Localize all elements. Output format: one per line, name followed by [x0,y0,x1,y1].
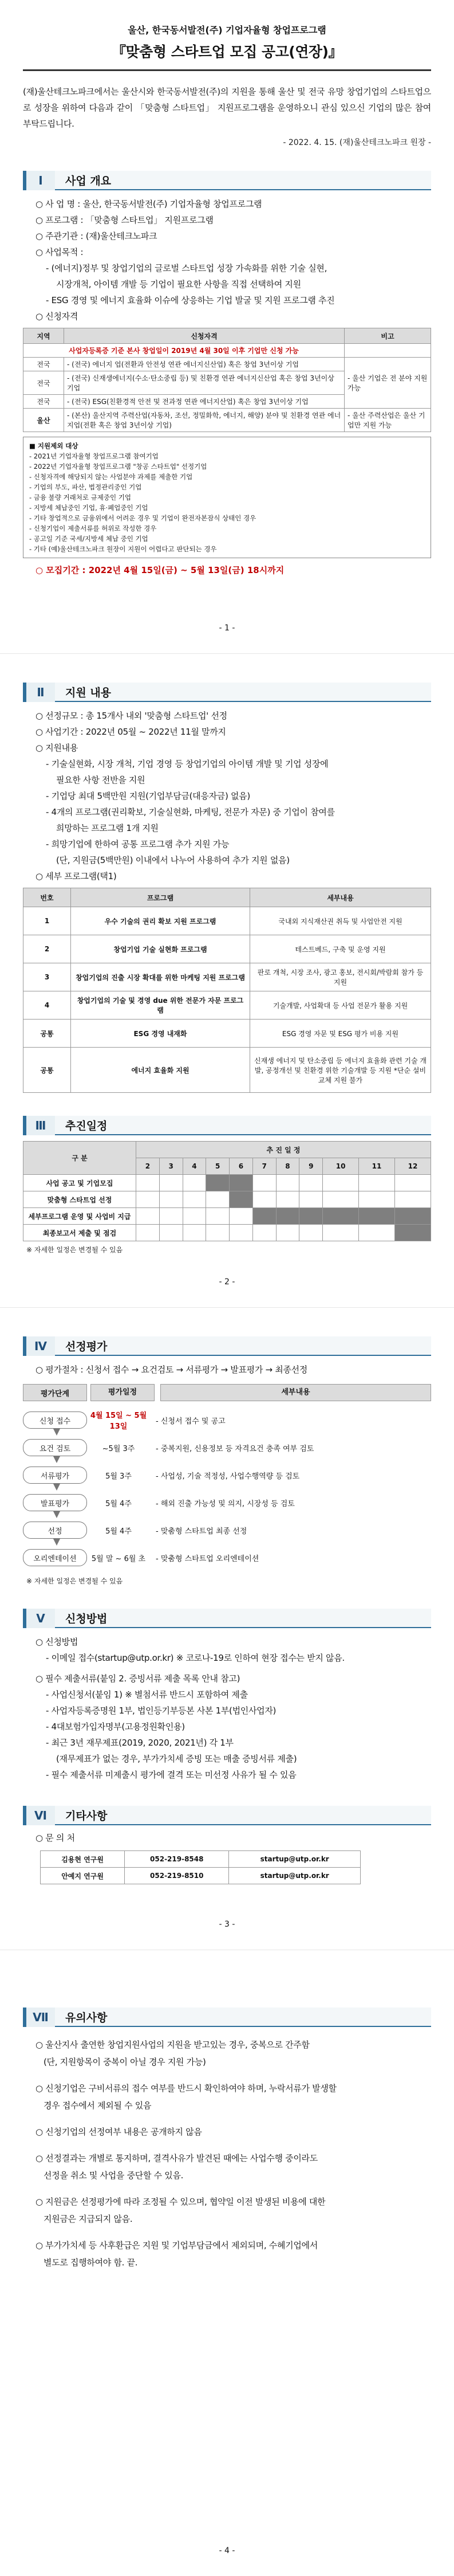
contact-tel: 052-219-8510 [125,1868,229,1884]
flow-row [23,1548,431,1567]
schedule-row [23,1225,431,1241]
contact-mail[interactable]: startup@utp.or.kr [229,1851,361,1868]
flow-date: 5월 4주 [105,1499,132,1508]
announcement-title: 『맞춤형 스타트업 모집 공고(연장)』 [112,44,342,60]
caution-line: ○ 신청기업은 구비서류의 접수 여부를 반드시 확인하여야 하며, 누락서류가 발생할 [35,2083,337,2093]
caution-line: 선정을 취소 및 사업을 중단할 수 있음. [44,2170,184,2181]
section-number: Ⅲ [23,1116,55,1135]
exclusion-item: - 기타 창업적으로 금융위에서 어려운 경우 및 기업이 완전자본잠식 상태인 경우 [29,514,256,522]
eligibility-highlight: 사업자등록증 기준 본사 창업일이 2019년 4월 30일 이후 기업만 신청 가능 [23,344,345,358]
flow-step: 요건 검토 [23,1439,87,1456]
section-evaluation-header [23,1336,431,1356]
caution-line: (단, 지원항목이 중복이 아닐 경우 지원 가능) [44,2057,206,2067]
section-support-header [23,683,431,702]
program-no: 2 [23,935,71,963]
overview-line: - (에너지)정부 및 창업기업의 글로벌 스타트업 성장 가속화를 위한 기술 실현, [46,263,327,273]
flow-date: ~5월 3주 [102,1444,135,1453]
page-2 [0,654,454,1307]
flow-desc: - 사업성, 기술 적정성, 사업수행역량 등 검토 [156,1472,300,1481]
caution-line: ○ 선정결과는 개별로 통지하며, 결격사유가 발견된 때에는 사업수행 중이라도 [35,2153,318,2163]
page-3 [0,1308,454,1950]
table-header: 지역 [23,328,64,344]
program-name: ESG 경영 내재화 [71,1020,250,1048]
page-number: - 4 - [219,2546,235,2555]
schedule-row [23,1175,431,1191]
arrow-down-icon [53,1539,60,1546]
exclusion-item: - 신청자격에 해당되지 않는 사업분야 과제를 제출한 기업 [29,473,193,481]
exclusion-item: - 2022년 기업자율형 창업프로그램 "창공 스타트업" 선정기업 [29,462,207,470]
contact-table [40,1850,361,1884]
program-no: 3 [23,963,71,991]
flow-head: 세부내용 [160,1384,431,1401]
caution-line: ○ 부가가치세 등 사후환급은 지원 및 기업부담금에서 제외되며, 수혜기업에서 [35,2240,318,2250]
schedule-row [23,1191,431,1208]
overview-line: - ESG 경영 및 에너지 효율화 이슈에 상응하는 기업 발굴 및 지원 프로그램 추진 [46,295,335,305]
apply-line: ○ 필수 제출서류(붙임 2. 증빙서류 제출 목록 안내 참고) [35,1673,240,1684]
schedule-cell [206,1225,230,1241]
caution-item [23,2237,431,2271]
support-line: 필요한 사항 전반을 지원 [56,775,145,785]
page-4 [0,1950,454,2576]
section-number: Ⅴ [23,1609,55,1628]
section-number: Ⅳ [23,1336,55,1356]
apply-line: - 최근 3년 재무제표(2019, 2020, 2021년) 각 1부 [46,1738,234,1748]
table-header: 비고 [345,328,431,344]
contact-mail[interactable]: startup@utp.or.kr [229,1868,361,1884]
support-line: (단, 지원금(5백만원) 이내에서 나누어 사용하여 추가 지원 없음) [56,855,290,865]
schedule-cell [299,1175,323,1191]
support-line: - 기업당 최대 5백만원 지원(기업부담금(대응자금) 없음) [46,791,250,801]
schedule-cell [359,1225,395,1241]
apply-line: - 이메일 접수(startup@utp.or.kr) ※ 코로나-19로 인하여 현장 접수는 받지 않음. [46,1653,345,1663]
schedule-cell [252,1175,276,1191]
program-no: 1 [23,907,71,935]
flow-desc: - 맞춤형 스타트업 최종 선정 [156,1527,247,1536]
flow-date: 5월 3주 [105,1472,132,1481]
caution-item [23,2123,431,2140]
schedule-cell [159,1175,183,1191]
exclusion-item: - 기업의 부도, 파산, 법정관리중인 기업 [29,483,142,491]
schedule-table [23,1141,431,1241]
region-cell: 전국 [23,358,64,371]
contact-heading: ○ 문 의 처 [35,1833,75,1843]
section-caution-header [23,2008,431,2027]
support-line: - 4개의 프로그램(권리확보, 기술실현화, 마케팅, 전문가 자문) 중 기업이 참여를 [46,807,335,817]
overview-line: 시장개척, 아이템 개발 등 기업이 필요한 사항을 직접 선택하여 지원 [56,279,301,289]
schedule-cell [159,1225,183,1241]
support-line: ○ 세부 프로그램(택1) [35,871,117,881]
overview-line: ○ 프로그램 : 「맞춤형 스타트업」 지원프로그램 [35,215,214,225]
program-no: 공통 [23,1020,71,1048]
exclusion-item: - 지방세 체납중인 기업, 휴·폐업중인 기업 [29,504,148,512]
support-line: ○ 사업기간 : 2022년 05월 ~ 2022년 11월 말까지 [35,727,226,737]
program-desc: 판로 개척, 시장 조사, 광고 홍보, 전시회/박람회 참가 등 지원 [250,963,431,991]
exclusion-item: - 신청기업이 제출서류를 허위로 작성한 경우 [29,524,157,532]
caution-line: ○ 울산지사 출연한 창업지원사업의 지원을 받고있는 경우, 중복으로 간주함 [35,2040,310,2050]
region-cell: 울산 [23,409,64,432]
month-header: 9 [299,1158,323,1175]
apply-line: (재무제표가 없는 경우, 부가가치세 증빙 또는 매출 증빙서류 제출) [56,1754,297,1764]
program-desc: 기술개발, 사업확대 등 사업 전문가 활용 지원 [250,991,431,1020]
schedule-row [23,1208,431,1225]
schedule-cell [183,1208,206,1225]
schedule-cell [276,1208,299,1225]
evaluation-note: ※ 자세한 일정은 변경될 수 있음 [26,1577,123,1585]
page-number: - 1 - [219,624,235,633]
exclusion-item: - 금융 불량 거래처로 규제중인 기업 [29,493,131,501]
arrow-down-icon [53,1456,60,1463]
caution-line: 지원금은 지급되지 않음. [44,2214,133,2224]
month-header: 3 [159,1158,183,1175]
section-number: Ⅱ [23,683,55,702]
schedule-cell [359,1175,395,1191]
program-name: 창업기업 기술 실현화 프로그램 [71,935,250,963]
schedule-cell [276,1175,299,1191]
apply-line: - 필수 제출서류 미제출시 평가에 결격 또는 미선정 사유가 될 수 있음 [46,1770,297,1780]
schedule-body [23,1175,431,1241]
section-overview-header [23,171,431,190]
arrow-down-icon [53,1511,60,1518]
announcement-date: - 2022. 4. 15. (재)울산테크노파크 원장 - [283,138,431,147]
eligibility-table [23,328,431,432]
flow-row [23,1438,431,1457]
section-number: Ⅵ [23,1806,55,1825]
flow-header-row [23,1383,431,1402]
intro-paragraph: (재)울산테크노파크에서는 울산시와 한국동서발전(주)의 지원을 통해 울산 및 전국 유망 창업기업의 스타트업으로 성장을 위하여 다음과 같이 「맞춤형 스타트업」 지원프로그램을 운영하오니 관심 있으신 기업의 많은 참여 부탁드립니다. [23,87,431,129]
schedule-cell [394,1175,431,1191]
month-header: 2 [136,1158,160,1175]
schedule-cell [323,1208,359,1225]
month-header: 12 [394,1158,431,1175]
section-title: 유의사항 [55,2008,431,2027]
section-title: 신청방법 [55,1609,431,1628]
schedule-cell [359,1191,395,1208]
flow-step: 서류평가 [23,1467,87,1484]
schedule-cell [136,1208,160,1225]
schedule-label: 최종보고서 제출 및 점검 [23,1225,136,1241]
schedule-cell [183,1225,206,1241]
program-desc: 신재생 에너지 및 탄소중립 등 에너지 효율화 관련 기술 개발, 공정개선 및 친환경 위한 기술개발 등 지원 *단순 설비 교체 지원 불가 [250,1048,431,1093]
schedule-cell [206,1191,230,1208]
flow-head: 평가일정 [90,1384,155,1401]
page-number: - 3 - [219,1920,235,1929]
schedule-cell [136,1175,160,1191]
table-header: 세부내용 [250,888,431,907]
section-schedule-header [23,1116,431,1135]
qualification-cell: - (전국) 에너지 업(전환과 안전성 연관 에너지신산업) 혹은 창업 3년이상 기업 [64,358,345,371]
program-desc: ESG 경영 자문 및 ESG 평가 비용 지원 [250,1020,431,1048]
flow-desc: - 신청서 접수 및 공고 [156,1417,226,1426]
schedule-cell [159,1208,183,1225]
table-header: 번호 [23,888,71,907]
month-header: 7 [252,1158,276,1175]
support-line: 희망하는 프로그램 1개 지원 [56,823,159,833]
schedule-cell [359,1208,395,1225]
schedule-cell [276,1225,299,1241]
caution-item [23,2150,431,2184]
qualification-cell: - (전국) ESG(친환경적 안전 및 전과정 연관 에너지산업) 혹은 창업 3년이상 기업 [64,395,345,409]
schedule-cell [159,1191,183,1208]
flow-date: 5월 말 ~ 6월 초 [91,1554,146,1563]
flow-row [23,1466,431,1484]
apply-line: - 4대보험가입자명부(고용정원확인용) [46,1722,185,1732]
qualification-cell: - (본산) 울산지역 주력산업(자동차, 조선, 정밀화학, 에너지, 해양) 분야 및 친환경 연관 에너지업(전환 혹은 창업 3년이상 기업) [64,409,345,432]
schedule-note: ※ 자세한 일정은 변경될 수 있음 [26,1246,123,1254]
program-table [23,888,431,1093]
schedule-cell [323,1191,359,1208]
region-cell: 전국 [23,395,64,409]
program-name: 창업기업의 진출 시장 확대를 위한 마케팅 지원 프로그램 [71,963,250,991]
schedule-cell [394,1191,431,1208]
program-name: 우수 기술의 권리 확보 지원 프로그램 [71,907,250,935]
program-subtitle: 울산, 한국동서발전(주) 기업자율형 창업프로그램 [128,25,326,36]
page-1 [0,0,454,653]
schedule-cell [136,1191,160,1208]
flow-date: 5월 4주 [105,1527,132,1536]
schedule-cell [323,1225,359,1241]
month-header: 8 [276,1158,299,1175]
schedule-month-head: 추 진 일 정 [136,1142,431,1158]
caution-item [23,2036,431,2071]
caution-item [23,2080,431,2114]
section-number: Ⅰ [23,171,55,190]
schedule-cell [299,1225,323,1241]
program-desc: 국내외 지식재산권 취득 및 사업안전 지원 [250,907,431,935]
flow-step: 선정 [23,1522,87,1539]
month-header: 5 [206,1158,230,1175]
schedule-cell [276,1191,299,1208]
overview-line: ○ 사 업 명 : 울산, 한국동서발전(주) 기업자율형 창업프로그램 [35,199,262,209]
flow-step: 발표평가 [23,1494,87,1511]
program-desc: 테스트베드, 구축 및 운영 지원 [250,935,431,963]
region-cell: 전국 [23,371,64,395]
month-header: 4 [183,1158,206,1175]
section-apply-header [23,1609,431,1628]
section-title: 사업 개요 [55,171,431,190]
schedule-cell [230,1225,253,1241]
schedule-label: 세부프로그램 운영 및 사업비 지급 [23,1208,136,1225]
note-cell: - 울산 기업은 전 분야 지원 가능 [345,358,431,409]
caution-item [23,2193,431,2228]
schedule-cell [252,1225,276,1241]
exclusion-item: - 2021년 기업자율형 창업프로그램 참여기업 [29,452,159,460]
apply-lines [23,1634,431,1783]
program-name: 창업기업의 기술 및 경영 due 위한 전문가 자문 프로그램 [71,991,250,1020]
schedule-cell [183,1191,206,1208]
support-line: - 희망기업에 한하여 공통 프로그램 추가 지원 가능 [46,839,230,849]
schedule-cell [299,1208,323,1225]
flow-desc: - 중복지원, 신용정보 등 자격요건 충족 여부 검토 [156,1444,314,1453]
table-header: 프로그램 [71,888,250,907]
support-line: ○ 지원내용 [35,743,78,753]
flow-step: 오리엔테이션 [23,1549,87,1566]
schedule-label: 사업 공고 및 기업모집 [23,1175,136,1191]
recruitment-period: ○ 모집기간 : 2022년 4월 15일(금) ~ 5월 13일(금) 18시까지 [35,565,285,575]
schedule-cell [206,1175,230,1191]
program-name: 에너지 효율화 지원 [71,1048,250,1093]
exclusion-box [23,437,431,558]
support-line: - 기술실현화, 시장 개척, 기업 경영 등 창업기업의 아이템 개발 및 기업 성장에 [46,759,329,769]
schedule-cell [394,1208,431,1225]
table-header: 신청자격 [64,328,345,344]
schedule-cell [299,1191,323,1208]
schedule-cell [394,1225,431,1241]
caution-line: ○ 지원금은 선정평가에 따라 조정될 수 있으며, 협약일 이전 발생된 비용에 대한 [35,2197,326,2207]
overview-line: ○ 신청자격 [35,311,78,321]
apply-line: - 사업신청서(붙임 1) ※ 별첨서류 반드시 포함하여 제출 [46,1689,248,1700]
contact-name: 김용현 연구원 [41,1851,125,1868]
exclusion-item: - 기타 (예)울산테크노파크 원장이 지원이 어렵다고 판단되는 경우 [29,545,217,553]
flow-head: 평가단계 [23,1384,87,1401]
flow-row [23,1411,431,1429]
apply-line: ○ 신청방법 [35,1637,78,1647]
program-no: 4 [23,991,71,1020]
caution-line: 별도로 집행하여야 함. 끝. [44,2257,138,2268]
schedule-cell [183,1175,206,1191]
flow-desc: - 맞춤형 스타트업 오리엔테이션 [156,1554,259,1563]
evaluation-procedure: ○ 평가절차 : 신청서 접수 → 요건검토 → 서류평가 → 발표평가 → 최종선정 [35,1365,307,1375]
section-number: Ⅶ [23,2008,55,2027]
schedule-cell [206,1208,230,1225]
month-header: 10 [323,1158,359,1175]
caution-line: ○ 신청기업의 선정여부 내용은 공개하지 않음 [35,2127,202,2137]
exclusion-title: ■ 지원제외 대상 [29,442,78,450]
flow-row [23,1521,431,1539]
flow-row [23,1493,431,1512]
schedule-col-head: 구 분 [23,1142,136,1175]
caution-line: 경우 접수에서 제외될 수 있음 [44,2100,152,2111]
schedule-cell [230,1191,253,1208]
schedule-label: 맞춤형 스타트업 선정 [23,1191,136,1208]
page-number: - 2 - [219,1277,235,1287]
exclusion-item: - 공고일 기준 국세/지방세 체납 중인 기업 [29,535,148,543]
title-divider [23,69,431,71]
section-title: 추진일정 [55,1116,431,1135]
schedule-cell [252,1208,276,1225]
schedule-cell [230,1208,253,1225]
overview-lines [23,196,431,324]
flow-desc: - 해외 진출 가능성 및 의지, 시장성 등 검토 [156,1499,295,1508]
section-title: 기타사항 [55,1806,431,1825]
section-etc-header [23,1806,431,1825]
contact-tel: 052-219-8548 [125,1851,229,1868]
schedule-cell [136,1225,160,1241]
schedule-cell [323,1175,359,1191]
support-line: ○ 선정규모 : 총 15개사 내외 '맞춤형 스타트업' 선정 [35,711,227,721]
qualification-cell: - (전국) 신재생에너지(수소·탄소중립 등) 및 친환경 연관 에너지신산업 혹은 창업 3년이상 기업 [64,371,345,395]
overview-line: ○ 사업목적 : [35,247,84,257]
schedule-cell [252,1191,276,1208]
support-lines [23,708,431,884]
schedule-cell [230,1175,253,1191]
apply-line: - 사업자등록증명원 1부, 법인등기부등본 사본 1부(법인사업자) [46,1705,277,1716]
evaluation-flow [23,1383,431,1567]
program-no: 공통 [23,1048,71,1093]
arrow-down-icon [53,1484,60,1491]
arrow-down-icon [53,1429,60,1436]
section-title: 지원 내용 [55,683,431,702]
flow-step: 신청 접수 [23,1411,87,1429]
overview-line: ○ 주관기관 : (재)울산테크노파크 [35,231,157,241]
flow-date: 4월 15일 ~ 5월 13일 [90,1411,147,1431]
month-header: 11 [359,1158,395,1175]
contact-name: 안예지 연구원 [41,1868,125,1884]
note-cell: - 울산 주력산업은 울산 기업만 지원 가능 [345,409,431,432]
section-title: 선정평가 [55,1336,431,1356]
month-header: 6 [230,1158,253,1175]
